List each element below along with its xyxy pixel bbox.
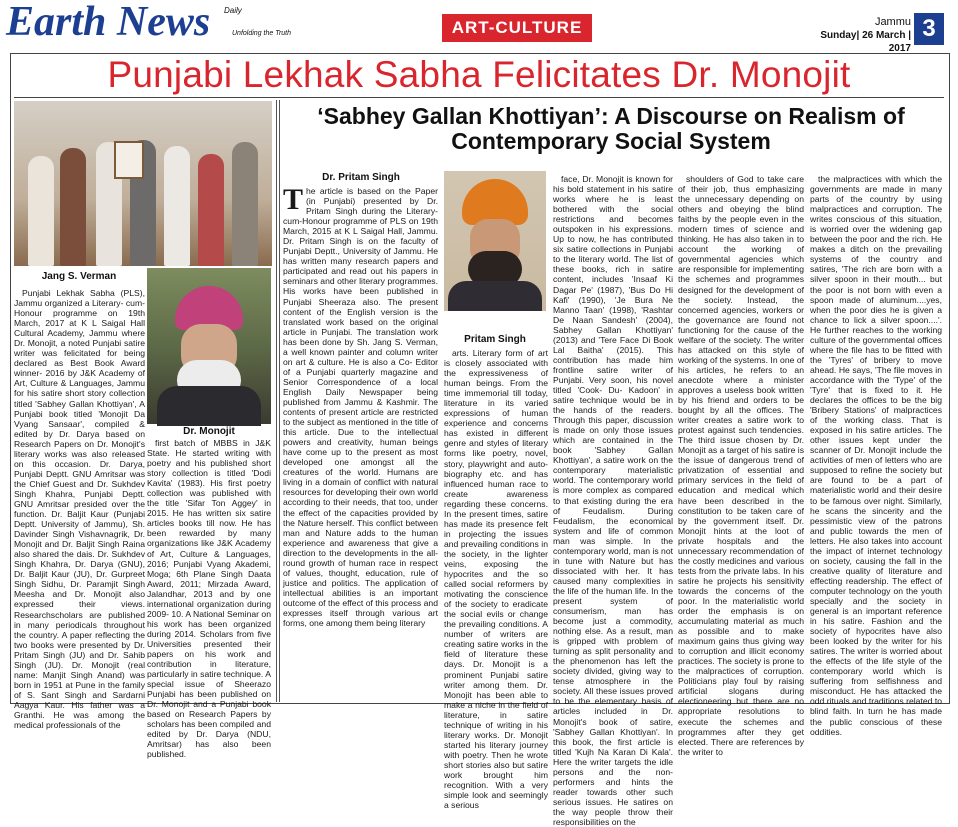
photo-figure <box>28 156 54 266</box>
pritam-singh-photo-caption: Pritam Singh <box>464 334 526 345</box>
left-story-byline: Jang S. Verman <box>41 271 117 282</box>
right-story-byline: Dr. Pritam Singh <box>322 172 400 183</box>
photo-figure <box>164 146 190 266</box>
left-story-column-1 <box>14 288 145 731</box>
right-story-column-3 <box>553 174 673 827</box>
headline-divider <box>14 97 944 98</box>
right-story-column-4 <box>678 174 804 757</box>
right-story-text: arts. Literary form of art is closely associated with the expressiveness of human beings. From the time immemorial till today, literature in its varied expressions of human experience and concerns has existed in different genre and styles of literary forms like poetry, novel, story, playwright and auto- biography etc. and has influenced human race to create awareness regarding these concerns. In the present times, satire has made its presence felt in projecting the issues and prevailing conditions in the society, in the lighter veins, exposing the hypocrites and the so called social reformers by motivating the conscience of the society to eradicate the social evils or change the prevailing conditions. A number of writers are creating satire works in the field of literature these days. Dr. Monojit is a prominent Punjabi satire writer among them. Dr. Monojit has been able to make a niche in the field of literature, in satire technique of writing in his literary works. Dr. Monojit started his literary journey with poetry. Then he wrote short stories also but satire work brought him recognition. With a very simple look and seemingly a serious <box>444 348 548 811</box>
column-divider <box>279 100 280 702</box>
photo-figure <box>60 148 86 266</box>
event-group-photo <box>14 101 272 266</box>
article-subheadline: ‘Sabhey Gallan Khottiyan’: A Discourse on Realism of Contemporary Social System <box>317 103 905 154</box>
page-headline: Punjabi Lekhak Sabha Felicitates Dr. Monojit <box>107 54 851 95</box>
page-number: 3 <box>914 13 944 45</box>
right-story-column-1 <box>283 183 438 700</box>
section-label[interactable]: ART-CULTURE <box>442 14 592 42</box>
coat-shape <box>157 386 261 426</box>
right-story-text: shoulders of God to take care of their job, thus emphasizing the unnecessary depending on others and obeying the blind faiths by the people even in the modern times of science and thinking. He has also taken in to account the working of governmental agencies which are responsible for implementing the schemes and programmes designed for the development of the society. Instead, the concerned agencies, workers or the governance are found not functioning for the cause of the welfare of the society. The writer has attacked on this style of working of the systems. In one of his articles, he refers to an anecdote where a minister approves a useless book written by his friend and orders to be bought by all the offices. The writer creates a satire work to protest against such tendencies. The third issue chosen by Dr. Monojit as a target of his satire is the issue of dangerous trend of privatization of essential and primary services in the field of education and medical which have been described in the constitution to be taken care of by the government itself. Dr. Monojit hints at the loot of private hospitals and the unnecessary recommendation of the costly medicines and various tests from the private labs. In his satire he projects his sensitivity towards the concerns of the poor. In the materialistic world order the emphasis is on accumulating material as much as possible and to make maximum gains thus giving way to corruption and illicit economy practices. The society is prone to the malpractices of corruption. Politicians play foul by raising artificial slogans during electioneering but there are no appropriate resolutions to execute the schemes and programmes after they get elected. There are references by the writer to <box>678 174 804 757</box>
photo-figure <box>198 154 224 266</box>
dateline-date: Sunday| 26 March | 2017 <box>820 30 911 54</box>
dateline <box>805 16 911 55</box>
column-divider <box>276 100 277 702</box>
right-story-column-2a <box>444 348 548 811</box>
logo-tagline: Unfolding the Truth <box>232 30 292 37</box>
newspaper-logo[interactable]: Earth News <box>6 0 211 45</box>
memento-frame <box>114 141 144 179</box>
dateline-city: Jammu <box>874 16 911 28</box>
masthead <box>0 0 958 54</box>
photo-figure <box>232 142 258 266</box>
right-story-text: the malpractices with which the governments are made in many parts of the country by using malpractices and corruption. The writes conscious of this situation, is worried over the widening gap between the poor and the rich. He makes a ditch on the prevailing systems of the country and satires, 'The rich are born with a silver spoon in their mouth... but the poor is not born with even a spoon made of aluminum....yes, when the poor dies he is given a chance to lick a silver spoon....'. He further reaches to the working culture of the governmental offices where the file has to be fitted with the 'Tyres' of bribery to move ahead. He says, 'The file moves in accordance with the 'Type' of the 'Tyre' that is fixed to it. He declares the offices to be the big 'Bribery Stations' of malpractices of the working class. That is exposed in his satire articles. The other issues kept under the scanner of Dr. Monojit include the activities of men of letters who are supposed to refine the society but are found to be a part of materialistic world and their desire to be famous over night. Similarly, he scans the sincerity and the pessimistic view of the patrons and public towards the men of letters. He also takes into account the impact of internet technology on society, causing the fall in the creative quality of literature and effecting readership. The effect of computer technology on the youth specially and the society in general is an important reference in his satire. Fashion and the society of hypocrites have also been looked by the writer for his satires. The writer is worried about the effects of the life style of the contemporary world which is suffering from selfishness and misconduct. He has attacked the odd rituals and traditions related to blind faith. In turn he has made the public conscious of these oddities. <box>810 174 942 737</box>
right-story-text: he article is based on the Paper (in Punjabi) presented by Dr. Pritam Singh during the Literary- cum-Honour programme of PLS on 19th March, 2015 at K L Saigal Hall, Jammu. Dr. Pritam Singh is on the faculty of Punjabi Deptt., University of Jammu. He has written many research papers and participated and read out his papers in seminars and other literary programmes. His works have been published in Punjabi Sheeraza also. The present content of the English version is the translated work based on the original article in Punjabi. The translation work has been done by Sh. Jang S. Verman, a well known painter and column writer on art & culture. He is also a Co- Editor of a Punjabi quarterly magazine and Senior Correspondence of a local English Daily Newspaper being published from Jammu & Kashmir. The contents of present article are restricted to the subject as mentioned in the title of this article. Due to the intellectual powers and creativity, human beings have come up to the present as most developed one amongst all the creatures of the world. Humans are living in a domain of conflict with natural resources for developing their own world according to their needs, that too, under the effect of the capacities provided by the Nature herself. This conflict between man and Nature adds to the human experience and awareness that give a direction to the developments in the all- round growth of human race in respect of values, thought, education, rule of justice and politics. The application of intellectual abilities is an important outcome of the effect of this process and expresses itself through various art forms, one among them being literary <box>283 186 438 629</box>
right-story-text: face, Dr. Monojit is known for his bold statement in his satire works where he is least bothered with the social restrictions and becomes outspoken in his expressions. Up to now, he has contributed six satire collections in Punjabi to the literary world. The list of these books, rich in satire content, includes 'Insaaf Ki Dagar Pe' (1987), 'Bus Do Hi Kafi' (1990), 'Je Bura Ne Manno Taan' (1998), 'Rashtar De Naan Sandesh' (2004), Sabhey Gallan Khottiyan' (2013) and 'Tere Face Di Book Lal Baitha' (2015). This contribution has made him frontline satire writer of Punjabi. Very soon, his novel titled 'Cook- Du- Kadoon' in satire technique would be in the hands of the readers. Through this paper, discussion is made on only those issues which are contained in the book 'Sabhey Gallan Khottiyan', a satire work on the contemporary materialistic world. The contemporary world is more complex as compared to that existing during the era of Feudalism. During Feudalism, the economical system and life of common man was simple. In the contemporary world, man is not in tune with Nature but has dissociated with her. It has caused many complexities in the life of the human life. In the present system of consumerism, man has become just a commodity, nothing else. As a result, man is gripped with problem of turning as split personality and the phenomenon has left the society divided, giving way to tense atmosphere in the society. All these issues proved to be the elementary basis of articles included in Dr. Monojit's book of satire, 'Sabhey Gallan Khottiyan'. In this book, the first article is titled 'Kujh Na Karan Di Kala'. Here the writer targets the idle persons and the non- performers and hints the reader towards other such serious issues. He satires on the way people throw their responsibilities on the <box>553 174 673 827</box>
right-story-column-5 <box>810 174 942 737</box>
drop-cap: T <box>283 183 304 216</box>
dr-monojit-photo-caption: Dr. Monojit <box>183 426 235 437</box>
pritam-singh-photo <box>444 171 546 311</box>
dr-monojit-photo <box>147 268 271 424</box>
left-story-text: first batch of MBBS in J&K State. He started writing with poetry and his published short story collection is titled 'Dodi Kavita' (1983). His first poetry collection was published with the title 'Sifar Ton Aggey' in 2015. He has written six satire articles books till now. He has been rewarded by many organizations like J&K Academy of Art, Culture & Languages, 2016; Punjabi Vyang Akademi, Moga; 6th Plane Singh Daata Award, 2011; Mirzada Award, Jalandhar, 2013 and by one international organization during 2009- 10. A National Seminar on his work has been organized during 2014. Scholars from five Universities presented their papers on his work and contribution in literature, particularly in satire technique. A special issue of Sheerazo Punjabi has been published on Dr. Monojit and a Punjabi book based on Research Papers by scholars has been compiled and edited by Dr. Darya (NDU, Amritsar) has also been published. <box>147 438 271 760</box>
coat-shape <box>448 281 542 311</box>
left-story-text: Punjabi Lekhak Sabha (PLS), Jammu organized a Literary- cum- Honour programme on 19th March, 2017 at K L Saigal Hall Cultural Academy, Jammu where Dr. Monojit, a noted Punjabi satire writer was felicitated for being declared as Best Book Award winner- 2016 by J&K Academy of Art, Culture & Languages, Jammu for his satire short story collection titled 'Sabhey Gallan Khottiyan', A Punjabi book titled 'Monojit Da Vyang Sansaar', compiled & edited by Dr. Darya based on Research Papers on Dr. Monojit's literary works was also released on this occasion. Dr. Darya, Punjabi Deptt. GNU Amritsar was the Chief Guest and Dr. Sukhdev Singh Khahra, Punjabi Deptt. GNU Amritsar presided over the function. Dr. Baljit Kaur (Punjabi Deptt. University of Jammu), Sh. Davinder Singh Vishavnagrik, Dr. Monojit and Dr. Baljit Singh Raina also shared the dais. Dr. Sukhdev Singh Khahra, Dr. Darya (GNU), Dr. Baljit Kaur (JU), Dr. Gurpreet Singh Sidhu, Dr. Paramjit Singh Meesha and Dr. Monojit also expressed their views. Researchscholars are published in many periodicals throughout the country. A paper reflecting the two books were presented by Dr. Pritam Singh (JU) and Dr. Sahib Singh (JU). Dr. Monojit (real name: Manjit Singh Anand) was born in 1951 at Pune in the family of S. Sant Singh and Sardarni Aagya Kaur. His father was a Granthi. He was among the medical professionals of the <box>14 288 145 731</box>
logo-daily-label: Daily <box>224 6 242 15</box>
left-story-column-2 <box>147 438 271 760</box>
